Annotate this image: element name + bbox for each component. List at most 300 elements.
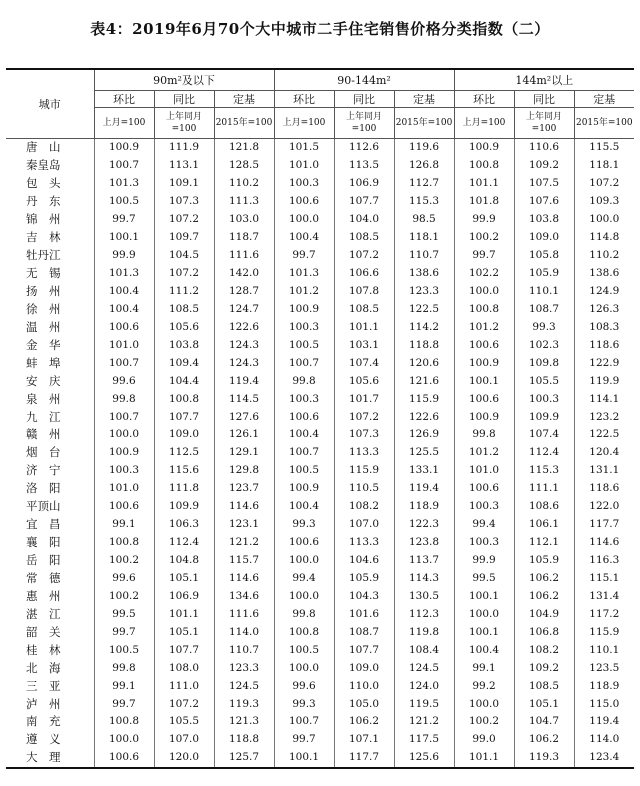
index-value-cell: 110.1 bbox=[574, 641, 634, 659]
index-value-cell: 126.3 bbox=[574, 300, 634, 318]
index-value-cell: 118.9 bbox=[574, 677, 634, 695]
index-value-cell: 114.0 bbox=[574, 731, 634, 749]
index-value-cell: 104.8 bbox=[154, 552, 214, 570]
index-value-cell: 108.7 bbox=[334, 623, 394, 641]
index-value-cell: 104.5 bbox=[154, 247, 214, 265]
index-value-cell: 120.6 bbox=[394, 354, 454, 372]
city-name-cell: 赣 州 bbox=[26, 427, 61, 442]
index-value-cell: 100.8 bbox=[94, 534, 154, 552]
index-value-cell: 101.0 bbox=[94, 336, 154, 354]
index-value-cell: 101.1 bbox=[454, 175, 514, 193]
index-value-cell: 109.7 bbox=[154, 229, 214, 247]
index-value-cell: 112.3 bbox=[394, 605, 454, 623]
index-value-cell: 100.7 bbox=[94, 157, 154, 175]
index-value-cell: 106.3 bbox=[154, 516, 214, 534]
table-row bbox=[6, 605, 634, 623]
index-value-cell: 107.4 bbox=[514, 426, 574, 444]
base-header-prev-year: 上年同月=100 bbox=[154, 108, 214, 139]
city-name-cell: 包 头 bbox=[26, 176, 61, 191]
index-value-cell: 106.9 bbox=[154, 587, 214, 605]
index-value-cell: 100.8 bbox=[454, 300, 514, 318]
city-name-cell: 吉 林 bbox=[26, 230, 61, 245]
metric-header-mom: 环比 bbox=[454, 91, 514, 108]
metric-header-base: 定基 bbox=[574, 91, 634, 108]
index-value-cell: 100.7 bbox=[94, 408, 154, 426]
index-value-cell: 109.2 bbox=[514, 157, 574, 175]
index-value-cell: 99.5 bbox=[94, 605, 154, 623]
city-name-cell: 泉 州 bbox=[26, 391, 61, 406]
index-value-cell: 107.2 bbox=[334, 247, 394, 265]
city-name-cell: 常 德 bbox=[26, 570, 61, 585]
city-name-cell: 徐 州 bbox=[26, 301, 61, 316]
index-value-cell: 107.0 bbox=[154, 731, 214, 749]
index-value-cell: 118.9 bbox=[394, 498, 454, 516]
index-value-cell: 124.7 bbox=[214, 300, 274, 318]
index-value-cell: 100.3 bbox=[514, 390, 574, 408]
index-value-cell: 99.8 bbox=[274, 605, 334, 623]
index-value-cell: 110.2 bbox=[214, 175, 274, 193]
index-value-cell: 113.1 bbox=[154, 157, 214, 175]
index-value-cell: 123.7 bbox=[214, 480, 274, 498]
index-value-cell: 112.5 bbox=[154, 444, 214, 462]
index-value-cell: 125.5 bbox=[394, 444, 454, 462]
index-value-cell: 122.5 bbox=[394, 300, 454, 318]
index-value-cell: 100.3 bbox=[454, 498, 514, 516]
index-value-cell: 123.8 bbox=[394, 534, 454, 552]
index-value-cell: 106.9 bbox=[334, 175, 394, 193]
index-value-cell: 100.1 bbox=[454, 372, 514, 390]
table-row bbox=[6, 713, 634, 731]
index-value-cell: 118.6 bbox=[574, 480, 634, 498]
index-value-cell: 104.6 bbox=[334, 552, 394, 570]
index-value-cell: 99.3 bbox=[514, 318, 574, 336]
index-value-cell: 99.7 bbox=[94, 211, 154, 229]
index-value-cell: 108.5 bbox=[334, 229, 394, 247]
index-value-cell: 100.9 bbox=[274, 300, 334, 318]
table-row bbox=[6, 659, 634, 677]
index-value-cell: 99.2 bbox=[454, 677, 514, 695]
city-name-cell: 烟 台 bbox=[26, 445, 61, 460]
index-value-cell: 106.1 bbox=[514, 516, 574, 534]
index-value-cell: 108.6 bbox=[514, 498, 574, 516]
index-value-cell: 101.1 bbox=[334, 318, 394, 336]
city-name-cell: 平顶山 bbox=[26, 499, 61, 514]
page-title: 表4：2019年6月70个大中城市二手住宅销售价格分类指数（二） bbox=[90, 20, 550, 38]
city-name-cell: 惠 州 bbox=[26, 588, 61, 603]
index-value-cell: 101.5 bbox=[274, 139, 334, 157]
index-value-cell: 100.5 bbox=[274, 336, 334, 354]
index-value-cell: 114.6 bbox=[574, 534, 634, 552]
index-value-cell: 99.1 bbox=[454, 659, 514, 677]
index-value-cell: 104.9 bbox=[514, 605, 574, 623]
city-name-cell: 扬 州 bbox=[26, 283, 61, 298]
index-value-cell: 115.6 bbox=[154, 462, 214, 480]
index-value-cell: 100.4 bbox=[94, 300, 154, 318]
city-name-cell: 金 华 bbox=[26, 337, 61, 352]
index-value-cell: 106.2 bbox=[514, 587, 574, 605]
index-value-cell: 123.4 bbox=[574, 749, 634, 768]
index-value-cell: 107.5 bbox=[514, 175, 574, 193]
index-value-cell: 111.8 bbox=[154, 480, 214, 498]
index-value-cell: 120.4 bbox=[574, 444, 634, 462]
index-value-cell: 111.9 bbox=[154, 139, 214, 157]
base-header-prev-month: 上月=100 bbox=[94, 108, 154, 139]
index-value-cell: 124.9 bbox=[574, 283, 634, 301]
city-name-cell: 大 理 bbox=[26, 750, 61, 765]
group-header-large: 144m²以上 bbox=[454, 69, 634, 91]
index-value-cell: 100.9 bbox=[94, 444, 154, 462]
index-value-cell: 105.1 bbox=[514, 695, 574, 713]
index-value-cell: 105.1 bbox=[154, 623, 214, 641]
index-value-cell: 110.1 bbox=[514, 283, 574, 301]
index-value-cell: 100.6 bbox=[94, 749, 154, 768]
index-value-cell: 121.8 bbox=[214, 139, 274, 157]
index-value-cell: 100.9 bbox=[454, 408, 514, 426]
index-value-cell: 122.6 bbox=[394, 408, 454, 426]
index-value-cell: 107.1 bbox=[334, 731, 394, 749]
city-name-cell: 唐 山 bbox=[26, 140, 61, 155]
index-value-cell: 100.8 bbox=[454, 157, 514, 175]
index-value-cell: 105.6 bbox=[154, 318, 214, 336]
index-value-cell: 107.7 bbox=[154, 641, 214, 659]
index-value-cell: 108.7 bbox=[514, 300, 574, 318]
table-row bbox=[6, 444, 634, 462]
index-value-cell: 126.8 bbox=[394, 157, 454, 175]
index-value-cell: 105.1 bbox=[154, 570, 214, 588]
index-value-cell: 112.7 bbox=[394, 175, 454, 193]
index-value-cell: 99.7 bbox=[94, 695, 154, 713]
index-value-cell: 112.6 bbox=[334, 139, 394, 157]
table-header bbox=[6, 69, 634, 139]
index-value-cell: 125.6 bbox=[394, 749, 454, 768]
index-value-cell: 100.2 bbox=[94, 552, 154, 570]
index-value-cell: 121.2 bbox=[394, 713, 454, 731]
index-value-cell: 100.6 bbox=[274, 408, 334, 426]
metric-header-base: 定基 bbox=[214, 91, 274, 108]
index-value-cell: 122.6 bbox=[214, 318, 274, 336]
table-row bbox=[6, 462, 634, 480]
index-value-cell: 138.6 bbox=[394, 265, 454, 283]
index-value-cell: 125.7 bbox=[214, 749, 274, 768]
index-value-cell: 119.4 bbox=[214, 372, 274, 390]
index-value-cell: 129.1 bbox=[214, 444, 274, 462]
index-value-cell: 100.0 bbox=[94, 731, 154, 749]
index-value-cell: 105.5 bbox=[514, 372, 574, 390]
index-value-cell: 129.8 bbox=[214, 462, 274, 480]
index-value-cell: 100.4 bbox=[274, 426, 334, 444]
index-value-cell: 121.6 bbox=[394, 372, 454, 390]
index-value-cell: 114.0 bbox=[214, 623, 274, 641]
index-value-cell: 122.3 bbox=[394, 516, 454, 534]
city-name-cell: 岳 阳 bbox=[26, 553, 61, 568]
base-header-2015: 2015年=100 bbox=[574, 108, 634, 139]
index-value-cell: 102.3 bbox=[514, 336, 574, 354]
metric-header-yoy: 同比 bbox=[154, 91, 214, 108]
index-value-cell: 115.5 bbox=[574, 139, 634, 157]
index-value-cell: 110.2 bbox=[574, 247, 634, 265]
index-value-cell: 100.3 bbox=[454, 534, 514, 552]
index-value-cell: 110.0 bbox=[334, 677, 394, 695]
city-name-cell: 洛 阳 bbox=[26, 481, 61, 496]
index-value-cell: 126.9 bbox=[394, 426, 454, 444]
index-value-cell: 123.3 bbox=[394, 283, 454, 301]
index-value-cell: 108.5 bbox=[514, 677, 574, 695]
table-row bbox=[6, 300, 634, 318]
index-value-cell: 99.7 bbox=[94, 623, 154, 641]
index-value-cell: 104.7 bbox=[514, 713, 574, 731]
index-value-cell: 124.3 bbox=[214, 336, 274, 354]
index-value-cell: 101.2 bbox=[274, 283, 334, 301]
index-value-cell: 105.6 bbox=[334, 372, 394, 390]
index-value-cell: 142.0 bbox=[214, 265, 274, 283]
index-value-cell: 101.3 bbox=[94, 265, 154, 283]
index-value-cell: 101.3 bbox=[94, 175, 154, 193]
index-value-cell: 128.5 bbox=[214, 157, 274, 175]
index-value-cell: 100.1 bbox=[274, 749, 334, 768]
index-value-cell: 115.1 bbox=[574, 570, 634, 588]
table-row bbox=[6, 175, 634, 193]
index-value-cell: 107.3 bbox=[334, 426, 394, 444]
index-value-cell: 107.2 bbox=[574, 175, 634, 193]
index-value-cell: 100.0 bbox=[274, 211, 334, 229]
index-value-cell: 102.2 bbox=[454, 265, 514, 283]
index-value-cell: 99.1 bbox=[94, 677, 154, 695]
index-value-cell: 100.0 bbox=[574, 211, 634, 229]
index-value-cell: 109.2 bbox=[514, 659, 574, 677]
city-name-cell: 泸 州 bbox=[26, 696, 61, 711]
table-row bbox=[6, 623, 634, 641]
index-value-cell: 100.0 bbox=[94, 426, 154, 444]
index-value-cell: 110.7 bbox=[394, 247, 454, 265]
index-value-cell: 99.8 bbox=[454, 426, 514, 444]
index-value-cell: 116.3 bbox=[574, 552, 634, 570]
base-header-prev-year: 上年同月=100 bbox=[334, 108, 394, 139]
index-value-cell: 117.5 bbox=[394, 731, 454, 749]
index-value-cell: 118.8 bbox=[394, 336, 454, 354]
index-value-cell: 126.1 bbox=[214, 426, 274, 444]
index-value-cell: 100.9 bbox=[454, 139, 514, 157]
table-row bbox=[6, 354, 634, 372]
table-row bbox=[6, 193, 634, 211]
table-row bbox=[6, 265, 634, 283]
index-value-cell: 99.7 bbox=[274, 731, 334, 749]
city-name-cell: 安 庆 bbox=[26, 373, 61, 388]
table-row bbox=[6, 695, 634, 713]
index-value-cell: 124.3 bbox=[214, 354, 274, 372]
index-value-cell: 112.4 bbox=[154, 534, 214, 552]
index-value-cell: 104.4 bbox=[154, 372, 214, 390]
index-value-cell: 124.0 bbox=[394, 677, 454, 695]
index-value-cell: 118.8 bbox=[214, 731, 274, 749]
index-value-cell: 118.1 bbox=[574, 157, 634, 175]
index-value-cell: 108.5 bbox=[154, 300, 214, 318]
city-name-cell: 北 海 bbox=[26, 660, 61, 675]
index-value-cell: 114.6 bbox=[214, 498, 274, 516]
city-name-cell: 济 宁 bbox=[26, 463, 61, 478]
index-value-cell: 109.0 bbox=[514, 229, 574, 247]
index-value-cell: 113.7 bbox=[394, 552, 454, 570]
city-name-cell: 丹 东 bbox=[26, 194, 61, 209]
index-value-cell: 121.2 bbox=[214, 534, 274, 552]
table-row bbox=[6, 498, 634, 516]
index-value-cell: 130.5 bbox=[394, 587, 454, 605]
index-value-cell: 100.3 bbox=[274, 175, 334, 193]
index-value-cell: 108.0 bbox=[154, 659, 214, 677]
index-value-cell: 111.3 bbox=[214, 193, 274, 211]
index-value-cell: 100.7 bbox=[274, 444, 334, 462]
table-row bbox=[6, 390, 634, 408]
index-value-cell: 110.7 bbox=[214, 641, 274, 659]
city-name-cell: 南 充 bbox=[26, 714, 61, 729]
index-value-cell: 117.2 bbox=[574, 605, 634, 623]
table-row bbox=[6, 408, 634, 426]
index-value-cell: 123.5 bbox=[574, 659, 634, 677]
index-value-cell: 101.0 bbox=[94, 480, 154, 498]
index-value-cell: 101.1 bbox=[154, 605, 214, 623]
index-value-cell: 119.9 bbox=[574, 372, 634, 390]
index-value-cell: 107.2 bbox=[154, 265, 214, 283]
table-row bbox=[6, 552, 634, 570]
index-value-cell: 100.2 bbox=[454, 229, 514, 247]
index-value-cell: 99.8 bbox=[94, 659, 154, 677]
index-value-cell: 100.6 bbox=[454, 336, 514, 354]
index-value-cell: 109.0 bbox=[334, 659, 394, 677]
city-column-header: 城市 bbox=[6, 69, 94, 139]
index-value-cell: 100.3 bbox=[274, 318, 334, 336]
index-value-cell: 105.0 bbox=[334, 695, 394, 713]
index-value-cell: 114.5 bbox=[214, 390, 274, 408]
index-value-cell: 103.8 bbox=[154, 336, 214, 354]
index-value-cell: 100.8 bbox=[154, 390, 214, 408]
index-value-cell: 119.3 bbox=[214, 695, 274, 713]
index-value-cell: 109.3 bbox=[574, 193, 634, 211]
index-value-cell: 115.7 bbox=[214, 552, 274, 570]
index-value-cell: 119.3 bbox=[514, 749, 574, 768]
index-value-cell: 101.2 bbox=[454, 444, 514, 462]
index-value-cell: 101.7 bbox=[334, 390, 394, 408]
index-value-cell: 122.9 bbox=[574, 354, 634, 372]
index-value-cell: 111.6 bbox=[214, 605, 274, 623]
index-value-cell: 106.6 bbox=[334, 265, 394, 283]
index-value-cell: 117.7 bbox=[574, 516, 634, 534]
index-value-cell: 106.2 bbox=[514, 570, 574, 588]
index-value-cell: 117.7 bbox=[334, 749, 394, 768]
index-value-cell: 107.7 bbox=[334, 641, 394, 659]
index-value-cell: 114.1 bbox=[574, 390, 634, 408]
index-value-cell: 109.1 bbox=[154, 175, 214, 193]
index-value-cell: 138.6 bbox=[574, 265, 634, 283]
index-value-cell: 99.8 bbox=[94, 390, 154, 408]
index-value-cell: 115.3 bbox=[514, 462, 574, 480]
index-value-cell: 108.2 bbox=[334, 498, 394, 516]
index-value-cell: 100.6 bbox=[274, 534, 334, 552]
table-row bbox=[6, 157, 634, 175]
index-value-cell: 110.5 bbox=[334, 480, 394, 498]
table-row bbox=[6, 534, 634, 552]
index-value-cell: 107.7 bbox=[154, 408, 214, 426]
index-value-cell: 113.3 bbox=[334, 444, 394, 462]
index-value-cell: 109.0 bbox=[154, 426, 214, 444]
city-name-cell: 牡丹江 bbox=[26, 248, 61, 263]
table-row bbox=[6, 749, 634, 768]
index-value-cell: 119.4 bbox=[574, 713, 634, 731]
index-value-cell: 106.2 bbox=[334, 713, 394, 731]
index-value-cell: 103.0 bbox=[214, 211, 274, 229]
table-row bbox=[6, 336, 634, 354]
index-value-cell: 108.5 bbox=[334, 300, 394, 318]
index-value-cell: 100.7 bbox=[274, 713, 334, 731]
index-value-cell: 100.0 bbox=[274, 587, 334, 605]
index-value-cell: 127.6 bbox=[214, 408, 274, 426]
base-header-prev-year: 上年同月=100 bbox=[514, 108, 574, 139]
city-name-cell: 韶 关 bbox=[26, 624, 61, 639]
index-value-cell: 120.0 bbox=[154, 749, 214, 768]
index-value-cell: 100.1 bbox=[94, 229, 154, 247]
index-value-cell: 123.1 bbox=[214, 516, 274, 534]
index-value-cell: 99.3 bbox=[274, 695, 334, 713]
index-value-cell: 99.9 bbox=[454, 552, 514, 570]
index-value-cell: 115.9 bbox=[574, 623, 634, 641]
city-name-cell: 秦皇岛 bbox=[26, 158, 61, 173]
index-value-cell: 104.0 bbox=[334, 211, 394, 229]
index-value-cell: 99.4 bbox=[454, 516, 514, 534]
index-value-cell: 118.7 bbox=[214, 229, 274, 247]
table-row bbox=[6, 247, 634, 265]
table-row bbox=[6, 516, 634, 534]
table-row bbox=[6, 229, 634, 247]
city-name-cell: 温 州 bbox=[26, 319, 61, 334]
index-value-cell: 101.8 bbox=[454, 193, 514, 211]
table-row bbox=[6, 139, 634, 157]
city-name-cell: 锦 州 bbox=[26, 212, 61, 227]
index-value-cell: 112.1 bbox=[514, 534, 574, 552]
index-value-cell: 105.5 bbox=[154, 713, 214, 731]
index-value-cell: 100.7 bbox=[274, 354, 334, 372]
index-value-cell: 103.1 bbox=[334, 336, 394, 354]
table-row bbox=[6, 283, 634, 301]
metric-header-mom: 环比 bbox=[274, 91, 334, 108]
metric-header-yoy: 同比 bbox=[514, 91, 574, 108]
index-value-cell: 100.0 bbox=[454, 283, 514, 301]
index-value-cell: 100.0 bbox=[274, 552, 334, 570]
index-value-cell: 123.3 bbox=[214, 659, 274, 677]
index-value-cell: 100.0 bbox=[454, 695, 514, 713]
index-value-cell: 107.4 bbox=[334, 354, 394, 372]
index-value-cell: 134.6 bbox=[214, 587, 274, 605]
index-value-cell: 99.5 bbox=[454, 570, 514, 588]
index-value-cell: 100.3 bbox=[94, 462, 154, 480]
table-row bbox=[6, 677, 634, 695]
index-value-cell: 99.9 bbox=[94, 247, 154, 265]
price-index-table-wrapper bbox=[6, 68, 634, 769]
index-value-cell: 100.0 bbox=[274, 659, 334, 677]
index-value-cell: 99.6 bbox=[94, 570, 154, 588]
index-value-cell: 133.1 bbox=[394, 462, 454, 480]
base-header-2015: 2015年=100 bbox=[394, 108, 454, 139]
table-row bbox=[6, 731, 634, 749]
index-value-cell: 99.9 bbox=[454, 211, 514, 229]
index-value-cell: 100.9 bbox=[94, 139, 154, 157]
index-value-cell: 100.4 bbox=[274, 498, 334, 516]
base-header-prev-month: 上月=100 bbox=[454, 108, 514, 139]
index-value-cell: 107.2 bbox=[154, 211, 214, 229]
index-value-cell: 118.1 bbox=[394, 229, 454, 247]
index-value-cell: 99.7 bbox=[274, 247, 334, 265]
index-value-cell: 101.6 bbox=[334, 605, 394, 623]
index-value-cell: 124.5 bbox=[214, 677, 274, 695]
index-value-cell: 100.4 bbox=[94, 283, 154, 301]
table-body bbox=[6, 139, 634, 768]
